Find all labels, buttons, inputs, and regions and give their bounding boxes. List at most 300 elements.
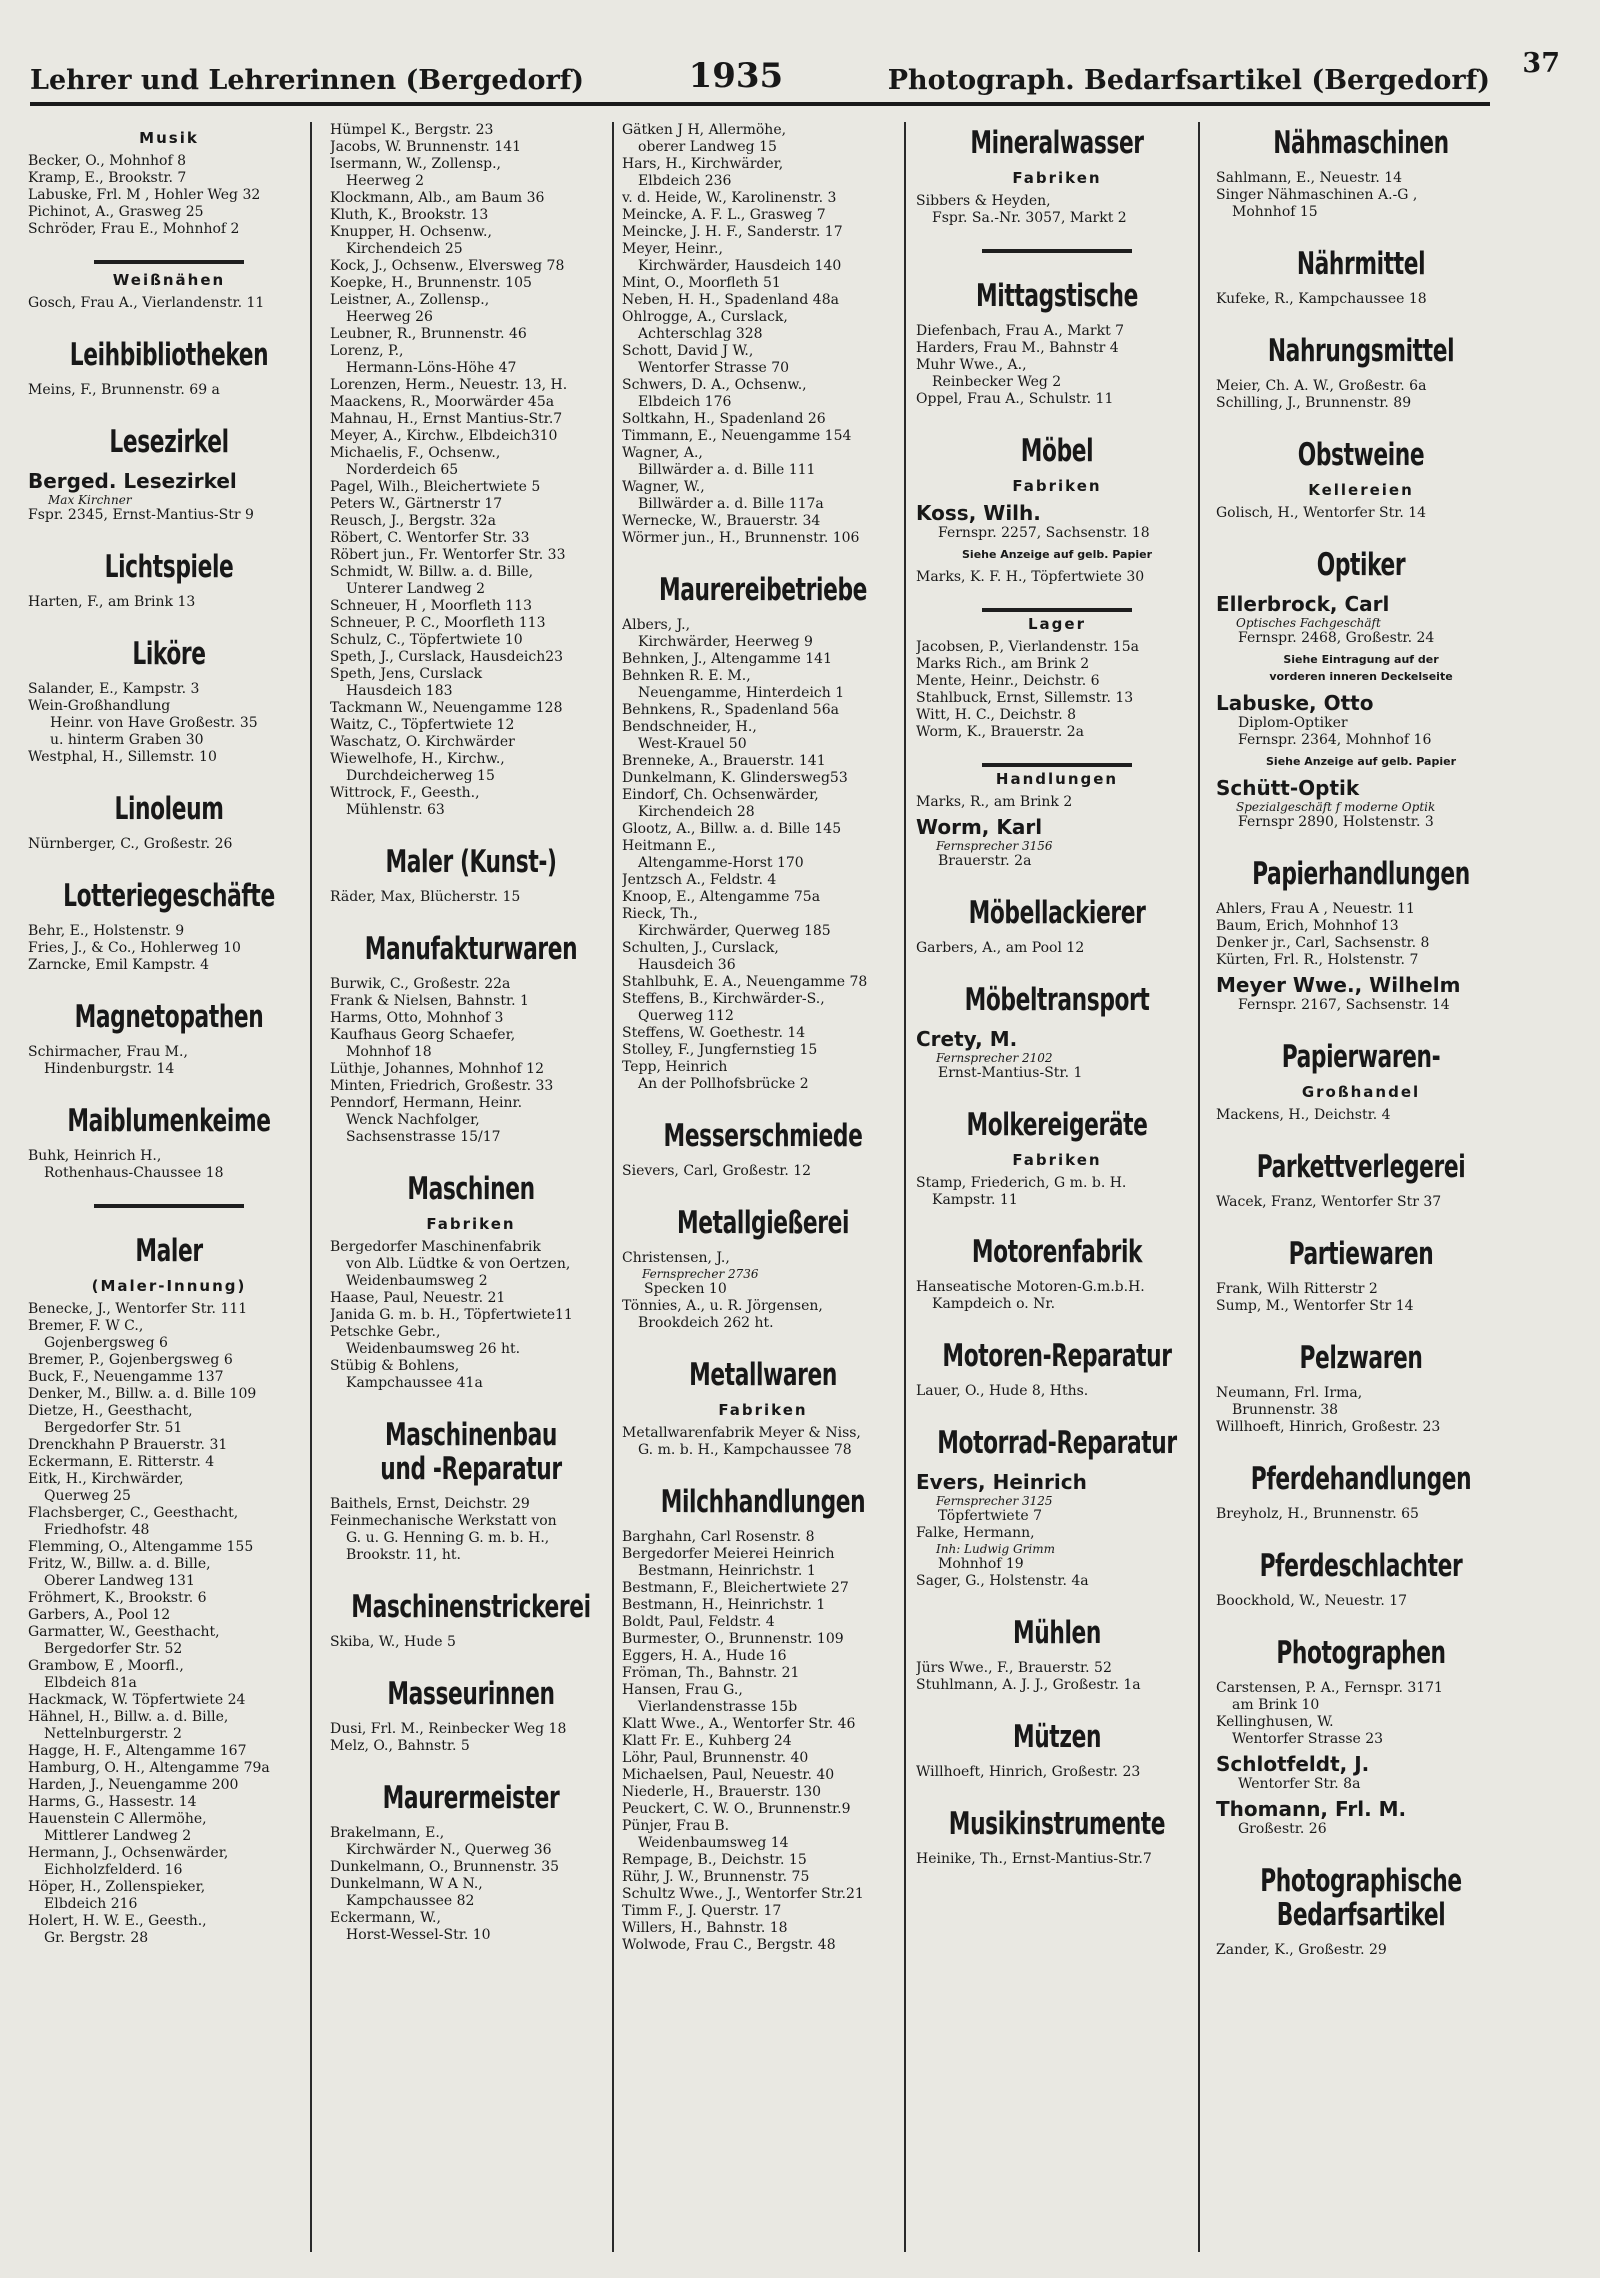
directory-entry: Garmatter, W., Geesthacht, Bergedorfer Str. 52: [28, 1624, 220, 1657]
directory-entry: Diefenbach, Frau A., Markt 7: [916, 323, 1125, 339]
directory-entry: Dusi, Frl. M., Reinbecker Weg 18: [330, 1721, 567, 1737]
directory-entry: Schulten, J., Curslack, Hausdeich 36: [622, 940, 779, 973]
category-heading: Mineralwasser: [970, 125, 1144, 161]
entry-address: Mohnhof 19: [938, 1556, 1024, 1572]
directory-entry: Benecke, J., Wentorfer Str. 111: [28, 1301, 248, 1317]
subcategory-label: Fabriken: [1012, 1151, 1102, 1169]
directory-entry: Peters W., Gärtnerstr 17: [330, 496, 503, 512]
category-heading: Photographen: [1276, 1635, 1446, 1671]
directory-entry: Meyer, Heinr., Kirchwärder, Hausdeich 140: [622, 241, 842, 274]
directory-entry: Schultz Wwe., J., Wentorfer Str.21: [622, 1886, 864, 1902]
subcategory-label: (Maler-Innung): [91, 1277, 247, 1295]
directory-entry: Kaufhaus Georg Schaefer, Mohnhof 18: [330, 1027, 516, 1060]
entry-address: Fernspr 2890, Holstenstr. 3: [1238, 814, 1434, 830]
directory-entry: Kufeke, R., Kampchaussee 18: [1216, 291, 1427, 307]
entry-address: Großestr. 26: [1238, 1821, 1327, 1837]
directory-entry: Burwik, C., Großestr. 22a: [330, 976, 511, 992]
directory-entry: Sager, G., Holstenstr. 4a: [916, 1573, 1089, 1589]
directory-entry: Bremer, P., Gojenbergsweg 6: [28, 1352, 233, 1368]
directory-entry: Feinmechanische Werkstatt von G. u. G. Henning G. m. b. H., Brookstr. 11, ht.: [330, 1513, 557, 1563]
directory-entry: Behr, E., Holstenstr. 9: [28, 923, 185, 939]
directory-entry: Jacobsen, P., Vierlandenstr. 15a: [916, 639, 1139, 655]
entry-address: Fernspr. 2167, Sachsenstr. 14: [1238, 997, 1450, 1013]
directory-entry: Falke, Hermann,: [916, 1525, 1035, 1541]
directory-entry: Hauenstein C Allermöhe, Mittlerer Landweg 2: [28, 1811, 207, 1844]
entry-note: Max Kirchner: [48, 493, 132, 507]
column-4: [916, 122, 1200, 2252]
directory-entry: Albers, J., Kirchwärder, Heerweg 9: [622, 617, 813, 650]
directory-entry: Boldt, Paul, Feldstr. 4: [622, 1614, 775, 1630]
directory-entry: Sump, M., Wentorfer Str 14: [1216, 1298, 1414, 1314]
directory-entry: Hähnel, H., Billw. a. d. Bille, Nettelnburgerstr. 2: [28, 1709, 229, 1742]
category-heading: Messerschmiede: [663, 1118, 863, 1154]
category-heading: Milchhandlungen: [660, 1484, 866, 1520]
directory-entry: Röbert jun., Fr. Wentorfer Str. 33: [330, 547, 566, 563]
directory-entry: Barghahn, Carl Rosenstr. 8: [622, 1529, 815, 1545]
directory-entry: Harden, J., Neuengamme 200: [28, 1777, 239, 1793]
featured-entry-name: Meyer Wwe., Wilhelm: [1216, 973, 1461, 997]
directory-entry: Hanseatische Motoren-G.m.b.H. Kampdeich o. Nr.: [916, 1279, 1145, 1312]
subcategory-label: Fabriken: [718, 1401, 808, 1419]
category-heading: Motoren-Reparatur: [942, 1338, 1172, 1374]
directory-entry: Wolwode, Frau C., Bergstr. 48: [622, 1937, 836, 1953]
directory-entry: Jürs Wwe., F., Brauerstr. 52: [916, 1660, 1112, 1676]
directory-entry: Meier, Ch. A. W., Großestr. 6a: [1216, 378, 1427, 394]
subcategory-heading: Weißnähen: [112, 271, 226, 289]
featured-entry-name: Schütt-Optik: [1216, 776, 1360, 800]
category-heading: Metallwaren: [689, 1357, 837, 1393]
directory-entry: Schott, David J W., Wentorfer Strasse 70: [622, 343, 790, 376]
category-heading: Maschinenbau und -Reparatur: [380, 1417, 562, 1487]
directory-entry: Haase, Paul, Neuestr. 21: [330, 1290, 506, 1306]
category-heading: Parkettverlegerei: [1256, 1149, 1466, 1185]
category-heading: Masseurinnen: [387, 1676, 555, 1712]
directory-entry: Wagner, W., Billwärder a. d. Bille 117a: [622, 479, 824, 512]
directory-entry: Mente, Heinr., Deichstr. 6: [916, 673, 1100, 689]
category-heading: Maschinen: [407, 1171, 535, 1207]
directory-entry: Harms, G., Hassestr. 14: [28, 1794, 197, 1810]
directory-entry: Behnken R. E. M., Neuengamme, Hinterdeich 1: [622, 668, 845, 701]
column-5: [1216, 122, 1506, 2252]
category-heading: Motorenfabrik: [971, 1234, 1143, 1270]
directory-entry: Ohlrogge, A., Curslack, Achterschlag 328: [622, 309, 788, 342]
category-heading: Möbellackierer: [968, 895, 1146, 931]
directory-entry: Dunkelmann, O., Brunnenstr. 35: [330, 1859, 560, 1875]
directory-entry: Buck, F., Neuengamme 137: [28, 1369, 224, 1385]
category-heading: Maiblumenkeime: [67, 1103, 271, 1139]
directory-entry: Röbert, C. Wentorfer Str. 33: [330, 530, 530, 546]
directory-entry: Sahlmann, E., Neuestr. 14: [1216, 170, 1403, 186]
category-heading: Pferdeschlachter: [1259, 1548, 1463, 1584]
directory-entry: Willers, H., Bahnstr. 18: [622, 1920, 788, 1936]
section-divider: [982, 608, 1132, 612]
directory-entry: Wittrock, F., Geesth., Mühlenstr. 63: [330, 785, 480, 818]
directory-entry: Baithels, Ernst, Deichstr. 29: [330, 1496, 530, 1512]
directory-entry: Bestmann, H., Heinrichstr. 1: [622, 1597, 826, 1613]
directory-entry: Eckermann, W., Horst-Wessel-Str. 10: [330, 1910, 491, 1943]
directory-entry: Schirmacher, Frau M., Hindenburgstr. 14: [28, 1044, 188, 1077]
category-heading: Liköre: [132, 636, 206, 672]
directory-entry: Fspr. 2345, Ernst-Mantius-Str 9: [28, 507, 254, 523]
subcategory-heading: Musik: [139, 129, 199, 147]
directory-entry: Leistner, A., Zollensp., Heerweg 26: [330, 292, 490, 325]
directory-entry: Schwers, D. A., Ochsenw., Elbdeich 176: [622, 377, 807, 410]
category-heading: Nahrungsmittel: [1267, 333, 1455, 369]
category-heading: Nährmittel: [1296, 246, 1426, 282]
category-heading: Motorrad-Reparatur: [937, 1425, 1177, 1461]
directory-entry: Golisch, H., Wentorfer Str. 14: [1216, 505, 1427, 521]
subcategory-label: Fabriken: [1012, 169, 1102, 187]
category-heading: Magnetopathen: [74, 999, 264, 1035]
directory-entry: Grambow, E , Moorfl., Elbdeich 81a: [28, 1658, 184, 1691]
directory-entry: Timm F., J. Querstr. 17: [622, 1903, 782, 1919]
directory-entry: Pichinot, A., Grasweg 25: [28, 204, 204, 220]
directory-entry: Leubner, R., Brunnenstr. 46: [330, 326, 527, 342]
ad-reference-note: Siehe Anzeige auf gelb. Papier: [962, 548, 1152, 561]
directory-entry: Mint, O., Moorfleth 51: [622, 275, 781, 291]
featured-entry-name: Schlotfeldt, J.: [1216, 1752, 1370, 1776]
directory-entry: Mahnau, H., Ernst Mantius-Str.7: [330, 411, 563, 427]
directory-entry: Maackens, R., Moorwärder 45a: [330, 394, 555, 410]
directory-entry: Speth, J., Curslack, Hausdeich23: [330, 649, 564, 665]
directory-entry: Bergedorfer Meierei Heinrich Bestmann, Heinrichstr. 1: [622, 1546, 835, 1579]
category-heading: Pferdehandlungen: [1250, 1461, 1472, 1497]
directory-entry: Neumann, Frl. Irma, Brunnenstr. 38: [1216, 1385, 1363, 1418]
directory-entry: Penndorf, Hermann, Heinr. Wenck Nachfolger, Sachsenstrasse 15/17: [330, 1095, 523, 1145]
category-heading: Maurermeister: [382, 1780, 560, 1816]
directory-entry: Eitk, H., Kirchwärder, Querweg 25: [28, 1471, 184, 1504]
directory-entry: Melz, O., Bahnstr. 5: [330, 1738, 470, 1754]
ad-reference-note: Siehe Anzeige auf gelb. Papier: [1266, 755, 1456, 768]
directory-entry: Frank, Wilh Ritterstr 2: [1216, 1281, 1378, 1297]
entry-address: Heinr. von Have Großestr. 35 u. hinterm Graben 30: [50, 715, 258, 748]
directory-entry: Steffens, B., Kirchwärder-S., Querweg 112: [622, 991, 825, 1024]
directory-entry: Meincke, J. H. F., Sanderstr. 17: [622, 224, 843, 240]
directory-entry: Kellinghusen, W. Wentorfer Strasse 23: [1216, 1714, 1384, 1747]
category-heading: Nähmaschinen: [1273, 125, 1449, 161]
category-heading: Photographische Bedarfsartikel: [1260, 1863, 1462, 1933]
directory-entry: Westphal, H., Sillemstr. 10: [28, 749, 217, 765]
directory-entry: Jentzsch A., Feldstr. 4: [622, 872, 777, 888]
directory-entry: Zander, K., Großestr. 29: [1216, 1942, 1387, 1958]
featured-entry-name: Thomann, Frl. M.: [1216, 1797, 1407, 1821]
entry-note: Optisches Fachgeschäft: [1236, 616, 1381, 630]
category-heading: Pelzwaren: [1299, 1340, 1423, 1376]
directory-entry: Eggers, H. A., Hude 16: [622, 1648, 787, 1664]
category-heading: Manufakturwaren: [364, 931, 578, 967]
directory-entry: Brakelmann, E., Kirchwärder N., Querweg 36: [330, 1825, 552, 1858]
directory-entry: Stuhlmann, A. J. J., Großestr. 1a: [916, 1677, 1141, 1693]
page-header: [30, 40, 1560, 106]
directory-entry: Neben, H. H., Spadenland 48a: [622, 292, 839, 308]
category-heading: Möbel: [1020, 433, 1094, 469]
directory-entry: Kürten, Frl. R., Holstenstr. 7: [1216, 952, 1419, 968]
directory-entry: Rühr, J. W., Brunnenstr. 75: [622, 1869, 810, 1885]
directory-entry: Mackens, H., Deichstr. 4: [1216, 1107, 1391, 1123]
category-heading: Optiker: [1316, 547, 1406, 583]
directory-entry: Klockmann, Alb., am Baum 36: [330, 190, 545, 206]
directory-entry: Gätken J H, Allermöhe, oberer Landweg 15: [622, 122, 787, 155]
directory-entry: Rieck, Th., Kirchwärder, Querweg 185: [622, 906, 831, 939]
directory-entry: Petschke Gebr., Weidenbaumsweg 26 ht.: [330, 1324, 521, 1357]
directory-entry: Schneuer, H , Moorfleth 113: [330, 598, 532, 614]
entry-address: Ernst-Mantius-Str. 1: [938, 1065, 1083, 1081]
entry-note: Inh: Ludwig Grimm: [936, 1542, 1055, 1556]
directory-entry: Bremer, F. W C., Gojenbergsweg 6: [28, 1318, 168, 1351]
category-heading: Möbeltransport: [964, 982, 1150, 1018]
directory-entry: Dunkelmann, K. Glindersweg53: [622, 770, 848, 786]
entry-address: Wentorfer Str. 8a: [1238, 1776, 1361, 1792]
directory-entry: Heinike, Th., Ernst-Mantius-Str.7: [916, 1851, 1152, 1867]
category-heading: Mittagstische: [976, 278, 1138, 314]
directory-entry: Fritz, W., Billw. a. d. Bille, Oberer Landweg 131: [28, 1556, 211, 1589]
directory-entry: Boockhold, W., Neuestr. 17: [1216, 1593, 1408, 1609]
directory-entry: Speth, Jens, Curslack Hausdeich 183: [330, 666, 483, 699]
directory-entry: Marks, R., am Brink 2: [916, 794, 1073, 810]
directory-entry: Brenneke, A., Brauerstr. 141: [622, 753, 826, 769]
directory-entry: Kluth, K., Brookstr. 13: [330, 207, 489, 223]
directory-entry: Harms, Otto, Mohnhof 3: [330, 1010, 504, 1026]
directory-entry: Frank & Nielsen, Bahnstr. 1: [330, 993, 529, 1009]
entry-address: Brauerstr. 2a: [938, 853, 1032, 869]
category-heading: Maurereibetriebe: [658, 572, 868, 608]
category-heading: Molkereigeräte: [966, 1107, 1148, 1143]
directory-entry: Meyer, A., Kirchw., Elbdeich310: [330, 428, 558, 444]
directory-entry: Schneuer, P. C., Moorfleth 113: [330, 615, 546, 631]
directory-entry: Minten, Friedrich, Großestr. 33: [330, 1078, 554, 1094]
category-heading: Lichtspiele: [104, 549, 234, 585]
directory-entry: Knoop, E., Altengamme 75a: [622, 889, 821, 905]
directory-entry: Salander, E., Kampstr. 3: [28, 681, 200, 697]
section-divider: [982, 249, 1132, 253]
directory-entry: Carstensen, P. A., Fernspr. 3171 am Brink 10: [1216, 1680, 1443, 1713]
directory-entry: Glootz, A., Billw. a. d. Bille 145: [622, 821, 842, 837]
entry-address: Fernspr. 2257, Sachsenstr. 18: [938, 525, 1150, 541]
directory-entry: Nürnberger, C., Großestr. 26: [28, 836, 233, 852]
directory-entry: Holert, H. W. E., Geesth., Gr. Bergstr. 28: [28, 1913, 207, 1946]
directory-entry: Kramp, E., Brookstr. 7: [28, 170, 187, 186]
category-heading: Partiewaren: [1288, 1236, 1434, 1272]
directory-entry: Klatt Fr. E., Kuhberg 24: [622, 1733, 792, 1749]
directory-entry: Sibbers & Heyden, Fspr. Sa.-Nr. 3057, Markt 2: [916, 193, 1127, 226]
directory-entry: Tönnies, A., u. R. Jörgensen, Brookdeich 262 ht.: [622, 1298, 823, 1331]
category-heading: Papierwaren-: [1281, 1039, 1441, 1075]
directory-entry: Michaelis, F., Ochsenw., Norderdeich 65: [330, 445, 501, 478]
subcategory-label: Fabriken: [426, 1215, 516, 1233]
directory-entry: Eindorf, Ch. Ochsenwärder, Kirchendeich 28: [622, 787, 819, 820]
directory-entry: Bendschneider, H., West-Krauel 50: [622, 719, 757, 752]
featured-entry-name: Berged. Lesezirkel: [28, 469, 237, 493]
directory-entry: Wernecke, W., Brauerstr. 34: [622, 513, 821, 529]
directory-entry: Heitmann E., Altengamme-Horst 170: [622, 838, 804, 871]
directory-entry: Zarncke, Emil Kampstr. 4: [28, 957, 210, 973]
subcategory-label: Großhandel: [1301, 1083, 1421, 1101]
directory-entry: Worm, K., Brauerstr. 2a: [916, 724, 1084, 740]
directory-entry: Garbers, A., am Pool 12: [916, 940, 1085, 956]
directory-entry: Fröman, Th., Bahnstr. 21: [622, 1665, 800, 1681]
directory-entry: Hars, H., Kirchwärder, Elbdeich 236: [622, 156, 784, 189]
directory-entry: Harders, Frau M., Bahnstr 4: [916, 340, 1119, 356]
directory-entry: Denker, M., Billw. a. d. Bille 109: [28, 1386, 257, 1402]
directory-entry: Steffens, W. Goethestr. 14: [622, 1025, 806, 1041]
directory-entry: v. d. Heide, W., Karolinenstr. 3: [622, 190, 837, 206]
column-2: [330, 122, 614, 2252]
category-heading: Leihbibliotheken: [69, 337, 269, 373]
directory-entry: Hansen, Frau G., Vierlandenstrasse 15b: [622, 1682, 798, 1715]
entry-address: Fernspr. 2364, Mohnhof 16: [1238, 732, 1432, 748]
directory-entry: Schröder, Frau E., Mohnhof 2: [28, 221, 240, 237]
directory-entry: Knupper, H. Ochsenw., Kirchendeich 25: [330, 224, 492, 257]
directory-entry: Denker jr., Carl, Sachsenstr. 8: [1216, 935, 1430, 951]
directory-entry: Isermann, W., Zollensp., Heerweg 2: [330, 156, 502, 189]
category-heading: Maler (Kunst-): [385, 844, 557, 880]
category-heading: Metallgießerei: [676, 1205, 850, 1241]
directory-entry: Wein-Großhandlung: [28, 698, 171, 714]
directory-entry: Bergedorfer Maschinenfabrik von Alb. Lüdtke & von Oertzen, Weidenbaumsweg 2: [330, 1239, 571, 1289]
directory-entry: Hamburg, O. H., Altengamme 79a: [28, 1760, 270, 1776]
category-heading: Linoleum: [114, 791, 224, 827]
category-heading: Maschinenstrickerei: [351, 1589, 591, 1625]
directory-entry: Harten, F., am Brink 13: [28, 594, 196, 610]
directory-entry: Hermann, J., Ochsenwärder, Eichholzfelderd. 16: [28, 1845, 229, 1878]
directory-entry: Janida G. m. b. H., Töpfertwiete11: [330, 1307, 573, 1323]
directory-entry: Reusch, J., Bergstr. 32a: [330, 513, 496, 529]
category-heading: Obstweine: [1297, 437, 1425, 473]
directory-entry: Waschatz, O. Kirchwärder: [330, 734, 515, 750]
directory-entry: Burmester, O., Brunnenstr. 109: [622, 1631, 844, 1647]
column-1: [28, 122, 312, 2252]
directory-entry: Sievers, Carl, Großestr. 12: [622, 1163, 812, 1179]
directory-entry: Marks Rich., am Brink 2: [916, 656, 1090, 672]
directory-entry: Bestmann, F., Bleichertwiete 27: [622, 1580, 849, 1596]
directory-entry: Lorenz, P., Hermann-Löns-Höhe 47: [330, 343, 517, 376]
directory-entry: Dietze, H., Geesthacht, Bergedorfer Str. 51: [28, 1403, 193, 1436]
directory-entry: Willhoeft, Hinrich, Großestr. 23: [916, 1764, 1141, 1780]
directory-entry: Stamp, Friederich, G m. b. H. Kampstr. 11: [916, 1175, 1127, 1208]
column-3: [622, 122, 906, 2252]
directory-entry: Drenckhahn P Brauerstr. 31: [28, 1437, 228, 1453]
category-heading: Maler: [135, 1233, 203, 1269]
section-divider: [94, 1204, 244, 1208]
featured-entry-name: Koss, Wilh.: [916, 501, 1041, 525]
directory-entry: Räder, Max, Blücherstr. 15: [330, 889, 521, 905]
directory-entry: Pünjer, Frau B. Weidenbaumsweg 14: [622, 1818, 789, 1851]
directory-entry: Behnken, J., Altengamme 141: [622, 651, 832, 667]
directory-entry: Willhoeft, Hinrich, Großestr. 23: [1216, 1419, 1441, 1435]
directory-entry: Metallwarenfabrik Meyer & Niss, G. m. b. H., Kampchaussee 78: [622, 1425, 861, 1458]
featured-entry-name: Evers, Heinrich: [916, 1470, 1087, 1494]
directory-entry: Oppel, Frau A., Schulstr. 11: [916, 391, 1114, 407]
directory-entry: Hagge, H. F., Altengamme 167: [28, 1743, 247, 1759]
directory-entry: Garbers, A., Pool 12: [28, 1607, 171, 1623]
directory-entry: Flachsberger, C., Geesthacht, Friedhofstr. 48: [28, 1505, 239, 1538]
entry-address: Specken 10: [644, 1281, 727, 1297]
directory-entry: Lorenzen, Herm., Neuestr. 13, H.: [330, 377, 568, 393]
directory-entry: Gosch, Frau A., Vierlandenstr. 11: [28, 295, 265, 311]
directory-entry: Jacobs, W. Brunnenstr. 141: [330, 139, 522, 155]
page-number: 37: [1522, 48, 1560, 79]
directory-entry: Schmidt, W. Billw. a. d. Bille, Unterer Landweg 2: [330, 564, 534, 597]
running-head-year: 1935: [688, 56, 784, 96]
directory-entry: Dunkelmann, W A N., Kampchaussee 82: [330, 1876, 483, 1909]
directory-entry: Schilling, J., Brunnenstr. 89: [1216, 395, 1412, 411]
directory-entry: Hümpel K., Bergstr. 23: [330, 122, 494, 138]
directory-entry: Wiewelhofe, H., Kirchw., Durchdeicherweg 15: [330, 751, 505, 784]
entry-address: Diplom-Optiker: [1238, 715, 1348, 731]
category-heading: Lotteriegeschäfte: [63, 878, 275, 914]
directory-entry: Labuske, Frl. M , Hohler Weg 32: [28, 187, 261, 203]
directory-entry: Wagner, A., Billwärder a. d. Bille 111: [622, 445, 816, 478]
directory-entry: Fries, J., & Co., Hohlerweg 10: [28, 940, 241, 956]
category-heading: Mühlen: [1013, 1615, 1101, 1651]
directory-entry: Lauer, O., Hude 8, Hths.: [916, 1383, 1089, 1399]
category-heading: Papierhandlungen: [1252, 856, 1470, 892]
directory-entry: Singer Nähmaschinen A.-G , Mohnhof 15: [1216, 187, 1418, 220]
section-divider: [94, 260, 244, 264]
directory-entry: Hackmack, W. Töpfertwiete 24: [28, 1692, 246, 1708]
directory-entry: Waitz, C., Töpfertwiete 12: [330, 717, 515, 733]
directory-entry: Meins, F., Brunnenstr. 69 a: [28, 382, 220, 398]
entry-note: Fernsprecher 3125: [936, 1494, 1053, 1508]
entry-note: Fernsprecher 3156: [936, 839, 1053, 853]
entry-note: Fernsprecher 2102: [936, 1051, 1053, 1065]
featured-entry-name: Crety, M.: [916, 1027, 1018, 1051]
directory-entry: Lüthje, Johannes, Mohnhof 12: [330, 1061, 544, 1077]
featured-entry-name: Ellerbrock, Carl: [1216, 592, 1390, 616]
entry-note: Spezialgeschäft f moderne Optik: [1236, 800, 1436, 814]
subcategory-label: Kellereien: [1308, 481, 1414, 499]
directory-entry: Stahlbuhk, E. A., Neuengamme 78: [622, 974, 868, 990]
directory-entry: Löhr, Paul, Brunnenstr. 40: [622, 1750, 809, 1766]
directory-entry: Stolley, F., Jungfernstieg 15: [622, 1042, 818, 1058]
directory-entry: Schulz, C., Töpfertwiete 10: [330, 632, 523, 648]
directory-entry: Michaelsen, Paul, Neuestr. 40: [622, 1767, 835, 1783]
category-heading: Lesezirkel: [109, 424, 229, 460]
directory-entry: Marks, K. F. H., Töpfertwiete 30: [916, 569, 1145, 585]
directory-entry: Flemming, O., Altengamme 155: [28, 1539, 254, 1555]
directory-entry: Witt, H. C., Deichstr. 8: [916, 707, 1077, 723]
directory-entry: Timmann, E., Neuengamme 154: [622, 428, 852, 444]
directory-entry: Klatt Wwe., A., Wentorfer Str. 46: [622, 1716, 856, 1732]
entry-address: Töpfertwiete 7: [938, 1508, 1042, 1524]
featured-entry-name: Labuske, Otto: [1216, 691, 1374, 715]
directory-entry: Niederle, H., Brauerstr. 130: [622, 1784, 822, 1800]
entry-address: Fernspr. 2468, Großestr. 24: [1238, 630, 1435, 646]
subcategory-label: Fabriken: [1012, 477, 1102, 495]
directory-entry: Becker, O., Mohnhof 8: [28, 153, 187, 169]
directory-entry: Höper, H., Zollenspieker, Elbdeich 216: [28, 1879, 206, 1912]
directory-entry: Eckermann, E. Ritterstr. 4: [28, 1454, 215, 1470]
directory-entry: Tepp, Heinrich An der Pollhofsbrücke 2: [622, 1059, 809, 1092]
directory-entry: Soltkahn, H., Spadenland 26: [622, 411, 826, 427]
directory-entry: Koepke, H., Brunnenstr. 105: [330, 275, 532, 291]
directory-entry: Ahlers, Frau A , Neuestr. 11: [1216, 901, 1415, 917]
ad-reference-note: Siehe Eintragung auf der vorderen inneren Deckelseite: [1269, 653, 1453, 683]
directory-entry: Behnkens, R., Spadenland 56a: [622, 702, 839, 718]
subcategory-label: Handlungen: [995, 770, 1119, 788]
directory-entry: Rempage, B., Deichstr. 15: [622, 1852, 807, 1868]
directory-entry: Tackmann W., Neuengamme 128: [330, 700, 563, 716]
directory-entry: Wörmer jun., H., Brunnenstr. 106: [622, 530, 860, 546]
directory-entry: Skiba, W., Hude 5: [330, 1634, 456, 1650]
subcategory-label: Lager: [1028, 615, 1086, 633]
entry-note: Fernsprecher 2736: [642, 1267, 759, 1281]
featured-entry-name: Worm, Karl: [916, 815, 1043, 839]
running-head-left: Lehrer und Lehrerinnen (Bergedorf): [30, 65, 585, 96]
directory-entry: Wacek, Franz, Wentorfer Str 37: [1216, 1194, 1442, 1210]
directory-entry: Pagel, Wilh., Bleichertwiete 5: [330, 479, 541, 495]
section-divider: [982, 763, 1132, 767]
